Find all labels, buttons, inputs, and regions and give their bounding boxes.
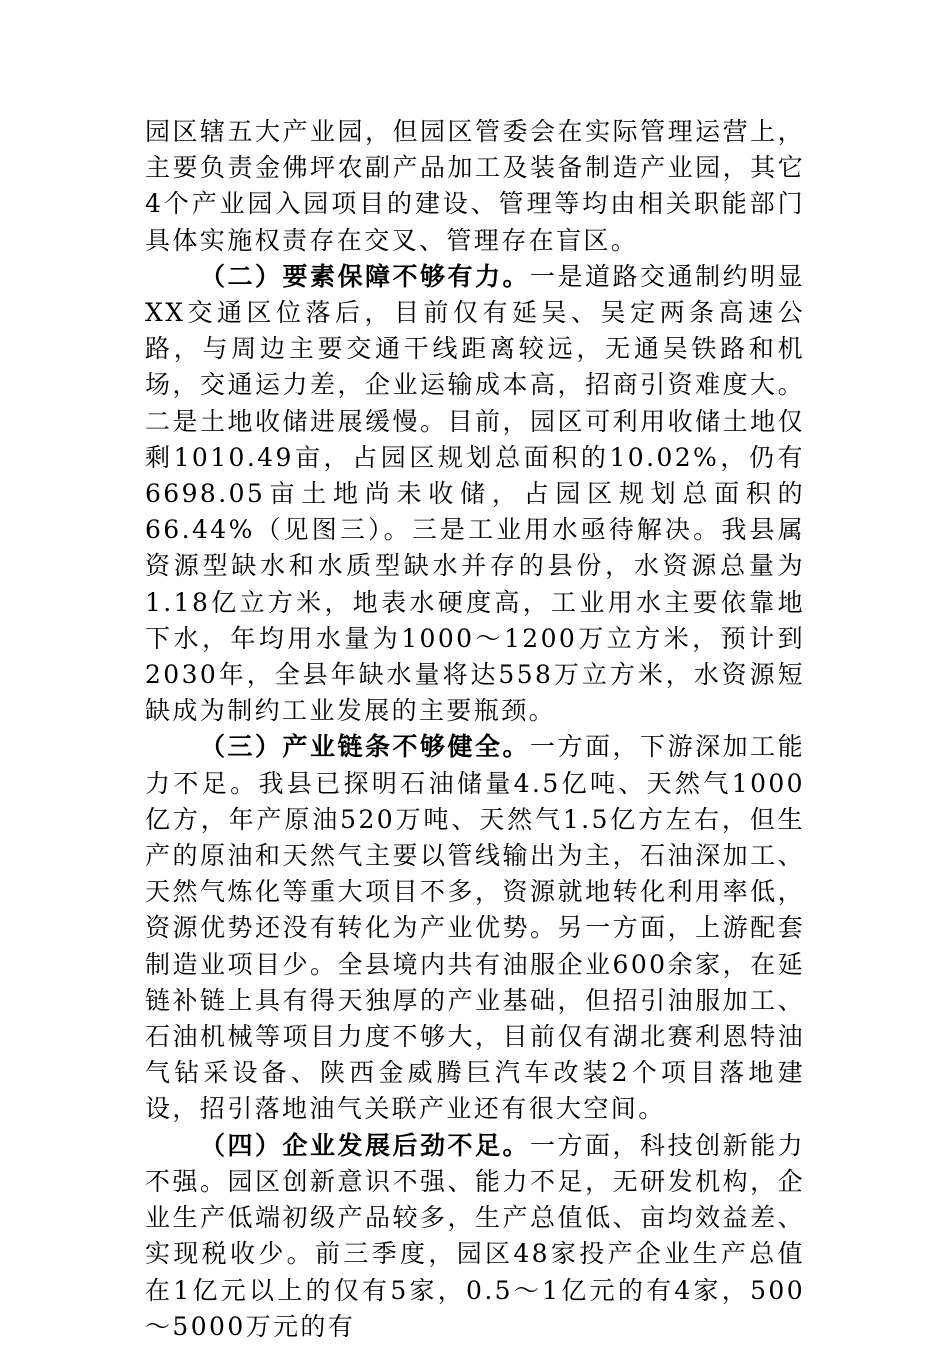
section-heading: （三）产业链条不够健全。 [200, 732, 531, 762]
document-body [145, 114, 805, 1345]
section-heading: （四）企业发展后劲不足。 [200, 1130, 531, 1160]
paragraph-enterprise-development [145, 1128, 805, 1345]
paragraph-text: 一方面，下游深加工能力不足。我县已探明石油储量4.5亿吨、天然气1000亿方，年产原油520万吨、天然气1.5亿方左右，但生产的原油和天然气主要以管线输出为主，石油深加工、天然气炼化等重大项目不多，资源就地转化利用率低，资源优势还没有转化为产业优势。另一方面，上游配套制造业项目少。全县境内共有油服企业600余家，在延链补链上具有得天独厚的产业基础，但招引油服加工、石油机械等项目力度不够大，目前仅有湖北赛利恩特油气钻采设备、陕西金威腾巨汽车改装2个项目落地建设，招引落地油气关联产业还有很大空间。 [145, 732, 805, 1124]
paragraph-text: 园区辖五大产业园，但园区管委会在实际管理运营上，主要负责金佛坪农副产品加工及装备制造产业园，其它4个产业园入园项目的建设、管理等均由相关职能部门具体实施权责存在交叉、管理存在盲区。 [145, 117, 805, 255]
paragraph-intro [145, 114, 805, 259]
paragraph-factor-guarantee [145, 259, 805, 730]
paragraph-text: 一方面，科技创新能力不强。园区创新意识不强、能力不足，无研发机构，企业生产低端初级产品较多，生产总值低、亩均效益差、实现税收少。前三季度，园区48家投产企业生产总值在1亿元以上的仅有5家，0.5～1亿元的有4家，500～5000万元的有 [145, 1130, 805, 1341]
section-heading: （二）要素保障不够有力。 [200, 261, 531, 291]
paragraph-industrial-chain [145, 729, 805, 1127]
paragraph-text: 一是道路交通制约明显XX交通区位落后，目前仅有延吴、吴定两条高速公路，与周边主要交通干线距离较远，无通吴铁路和机场，交通运力差，企业运输成本高，招商引资难度大。二是土地收储进展缓慢。目前，园区可利用收储土地仅剩1010.49亩，占园区规划总面积的10.02%，仍有6698.05亩土地尚未收储，占园区规划总面积的66.44%（见图三）。三是工业用水亟待解决。我县属资源型缺水和水质型缺水并存的县份，水资源总量为1.18亿立方米，地表水硬度高，工业用水主要依靠地下水，年均用水量为1000～1200万立方米，预计到2030年，全县年缺水量将达558万立方米，水资源短缺成为制约工业发展的主要瓶颈。 [145, 261, 805, 726]
